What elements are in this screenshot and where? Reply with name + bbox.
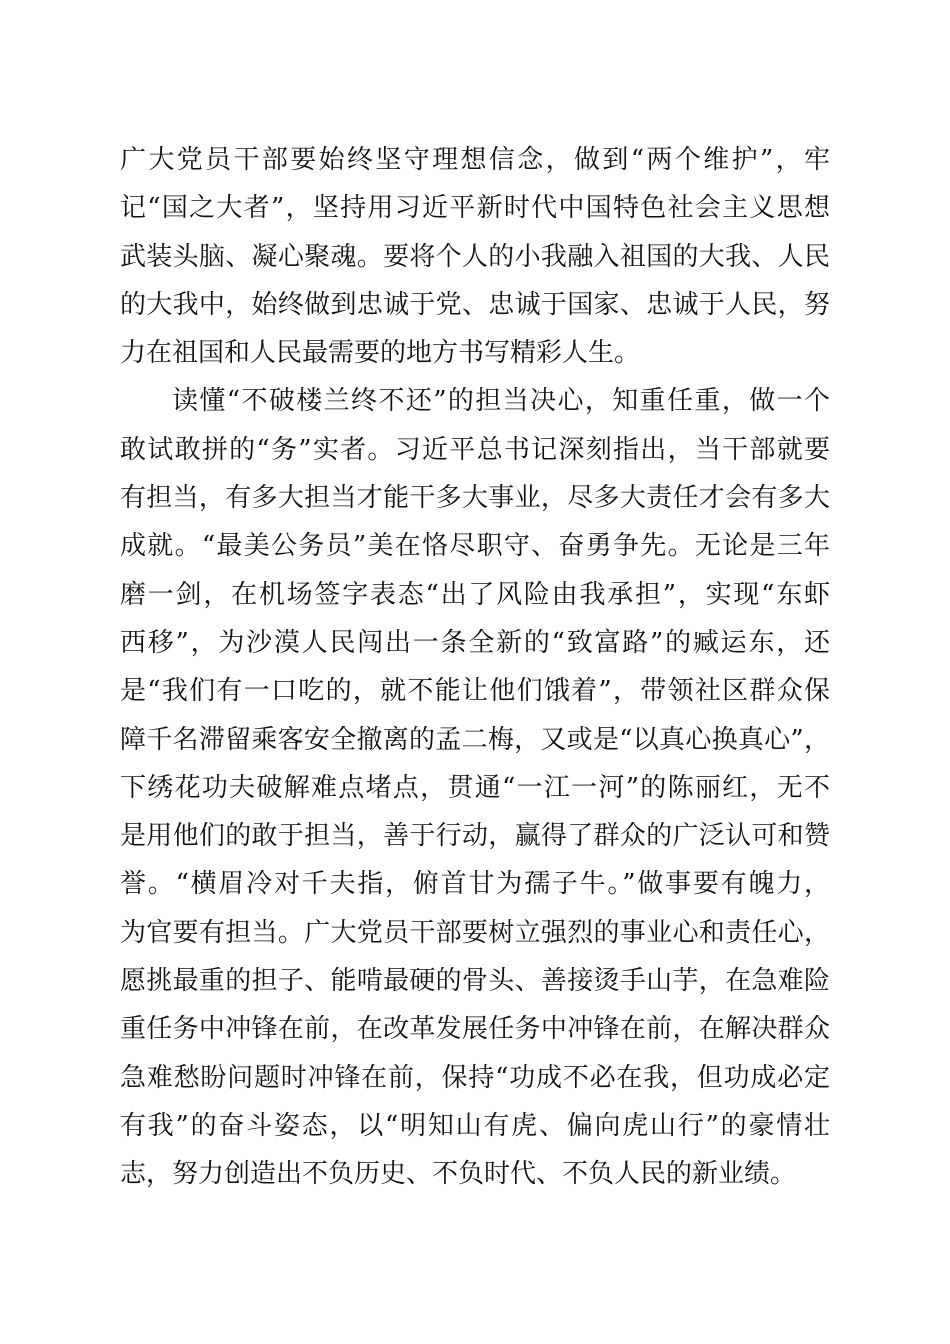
text-line: 是用他们的敢于担当，善于行动，赢得了群众的广泛认可和赞 xyxy=(120,821,830,852)
text-line: 记“国之大者”，坚持用习近平新时代中国特色社会主义思想 xyxy=(120,193,830,224)
text-line: 武装头脑、凝心聚魂。要将个人的小我融入祖国的大我、人民 xyxy=(120,241,830,272)
text-line: 成就。“最美公务员”美在恪尽职守、奋勇争先。无论是三年 xyxy=(120,531,830,562)
text-line: 广大党员干部要始终坚守理想信念，做到“两个维护”，牢 xyxy=(120,145,830,175)
text-line: 力在祖国和人民最需要的地方书写精彩人生。 xyxy=(120,338,641,369)
text-line: 的大我中，始终做到忠诚于党、忠诚于国家、忠诚于人民，努 xyxy=(120,289,830,320)
text-line: 磨一剑，在机场签字表态“出了风险由我承担”，实现“东虾 xyxy=(120,579,830,610)
text-line: 障千名滞留乘客安全撤离的孟二梅，又或是“以真心换真心”， xyxy=(120,724,830,755)
text-line: 读懂“不破楼兰终不还”的担当决心，知重任重，做一个 xyxy=(172,386,830,417)
text-line: 下绣花功夫破解难点堵点，贯通“一江一河”的陈丽红，无不 xyxy=(120,772,830,803)
text-line: 誉。“横眉冷对千夫指，俯首甘为孺子牛。”做事要有魄力， xyxy=(120,869,830,900)
text-line: 是“我们有一口吃的，就不能让他们饿着”，带领社区群众保 xyxy=(120,676,830,707)
text-line: 愿挑最重的担子、能啃最硬的骨头、善接烫手山芋，在急难险 xyxy=(120,966,830,997)
text-line: 敢试敢拼的“务”实者。习近平总书记深刻指出，当干部就要 xyxy=(120,434,830,465)
text-line: 志，努力创造出不负历史、不负时代、不负人民的新业绩。 xyxy=(120,1159,797,1190)
body-text xyxy=(120,136,830,1199)
text-line: 重任务中冲锋在前，在改革发展任务中冲锋在前，在解决群众 xyxy=(120,1014,830,1045)
paragraph-2 xyxy=(120,377,830,1198)
text-line: 急难愁盼问题时冲锋在前，保持“功成不必在我，但功成必定 xyxy=(120,1062,830,1093)
text-line: 西移”，为沙漠人民闯出一条全新的“致富路”的臧运东，还 xyxy=(120,627,830,658)
text-line: 有担当，有多大担当才能干多大事业，尽多大责任才会有多大 xyxy=(120,483,830,514)
text-line: 有我”的奋斗姿态，以“明知山有虎、偏向虎山行”的豪情壮 xyxy=(120,1110,830,1141)
paragraph-1 xyxy=(120,136,830,377)
text-line: 为官要有担当。广大党员干部要树立强烈的事业心和责任心， xyxy=(120,917,830,948)
